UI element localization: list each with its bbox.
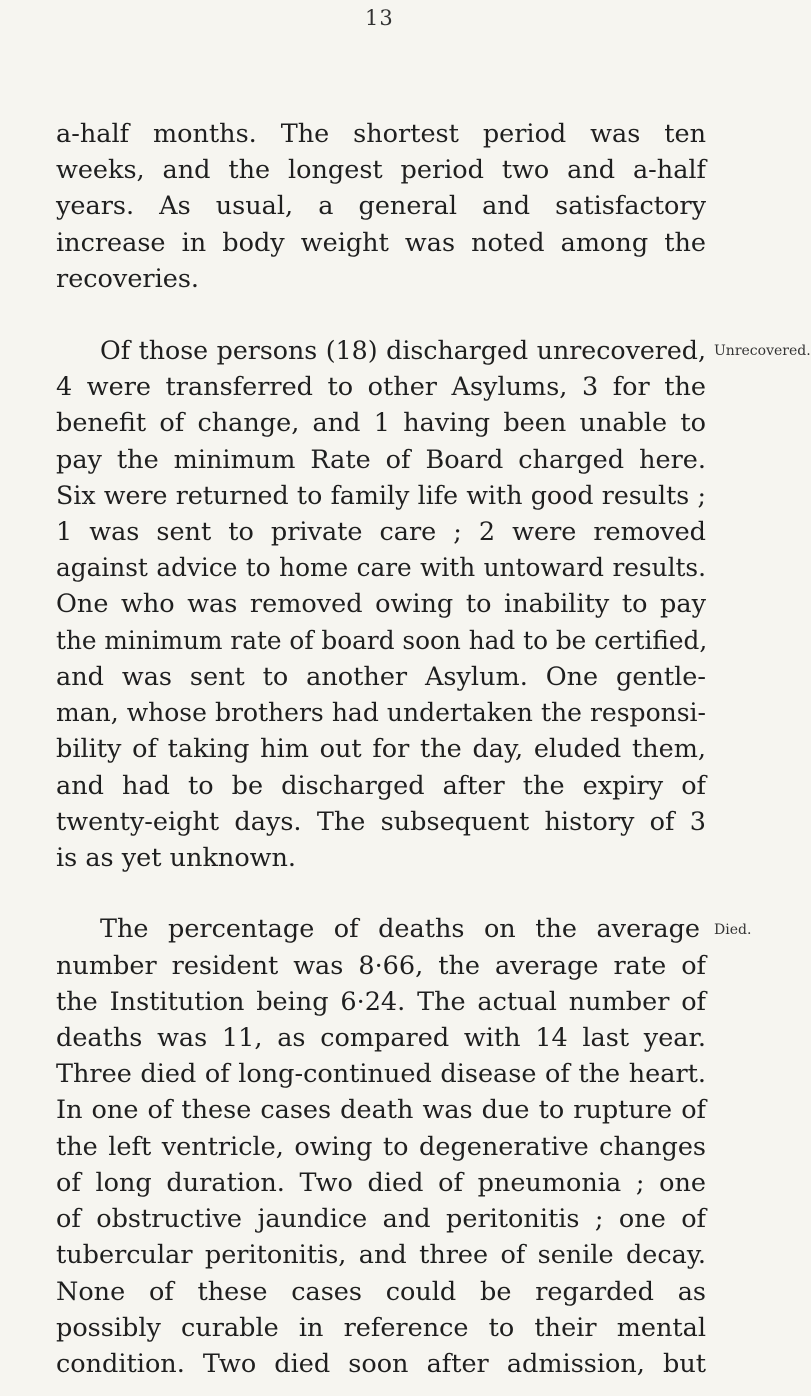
text-line: 1 was sent to private care ; 2 were removed xyxy=(56,517,706,547)
text-line: the minimum rate of board soon had to be certified, xyxy=(56,626,708,655)
text-line: of obstructive jaundice and peritonitis ; one of xyxy=(56,1204,706,1234)
text-line: and was sent to another Asylum. One gentle- xyxy=(56,662,706,692)
text-line: One who was removed owing to inability to pay xyxy=(56,589,706,619)
text-line: and had to be discharged after the expiry of xyxy=(56,771,706,801)
text-line: Six were returned to family life with good results ; xyxy=(56,481,706,510)
text-line: None of these cases could be regarded as xyxy=(56,1277,706,1307)
text-line: is as yet unknown. xyxy=(56,843,297,873)
text-line: the left ventricle, owing to degenerative changes xyxy=(56,1132,706,1162)
text-line: benefit of change, and 1 having been unable to xyxy=(56,408,706,438)
margin-note-died: Died. xyxy=(714,922,752,938)
text-line: a-half months. The shortest period was ten xyxy=(56,119,706,149)
text-line: increase in body weight was noted among the xyxy=(56,228,706,258)
text-line: deaths was 11, as compared with 14 last year. xyxy=(56,1023,706,1053)
text-line: number resident was 8·66, the average rate of xyxy=(56,951,706,981)
text-line: 4 were transferred to other Asylums, 3 for the xyxy=(56,372,706,402)
text-line: Three died of long-continued disease of the heart. xyxy=(56,1059,706,1089)
text-line: man, whose brothers had undertaken the responsi- xyxy=(56,698,706,727)
text-line: tubercular peritonitis, and three of senile decay. xyxy=(56,1240,706,1270)
text-line: against advice to home care with untoward results. xyxy=(56,553,706,582)
text-line: condition. Two died soon after admission, but xyxy=(56,1349,706,1379)
text-line: possibly curable in reference to their mental xyxy=(56,1313,706,1343)
text-line: twenty-eight days. The subsequent history of 3 xyxy=(56,807,706,837)
text-line: weeks, and the longest period two and a-half xyxy=(56,155,706,185)
text-line: of long duration. Two died of pneumonia ; one xyxy=(56,1168,706,1198)
text-line: In one of these cases death was due to rupture of xyxy=(56,1095,706,1125)
text-line: pay the minimum Rate of Board charged here. xyxy=(56,445,706,475)
text-line: bility of taking him out for the day, eluded them, xyxy=(56,734,706,764)
margin-note-unrecovered: Unrecovered. xyxy=(714,343,811,359)
text-line: Of those persons (18) discharged unrecovered, xyxy=(100,336,706,365)
text-line: recoveries. xyxy=(56,264,200,294)
text-line: The percentage of deaths on the average xyxy=(100,914,700,944)
page-number: 13 xyxy=(365,6,394,30)
text-line: the Institution being 6·24. The actual number of xyxy=(56,987,706,1017)
text-line: years. As usual, a general and satisfactory xyxy=(56,191,706,221)
